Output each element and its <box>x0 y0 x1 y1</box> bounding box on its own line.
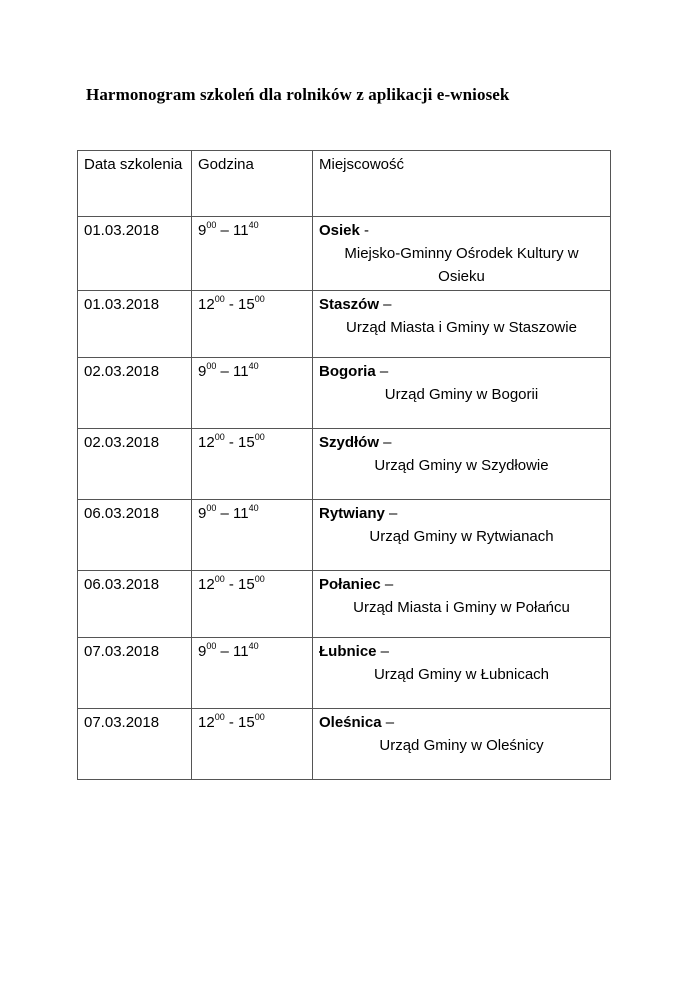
date-cell: 02.03.2018 <box>78 358 192 429</box>
date-cell: 06.03.2018 <box>78 500 192 571</box>
time-cell: $9^{00} - 11^{40}$ <box>192 638 313 709</box>
table-row <box>78 429 611 500</box>
place-cell: Staszów – Urząd Miasta i Gminy w Staszowie <box>313 291 611 358</box>
time-cell: $12^{00} - 15^{00}$ <box>192 571 313 638</box>
document-title: Harmonogram szkoleń dla rolników z aplikacji e-wniosek <box>86 85 510 104</box>
place-cell: Oleśnica – Urząd Gminy w Oleśnicy <box>313 709 611 780</box>
place-name: Oleśnica <box>319 714 382 731</box>
header-place: Miejscowość <box>313 151 611 217</box>
date-cell: 07.03.2018 <box>78 709 192 780</box>
table-row <box>78 291 611 358</box>
place-cell: Połaniec – Urząd Miasta i Gminy w Połańcu <box>313 571 611 638</box>
date-cell: 02.03.2018 <box>78 429 192 500</box>
table-row <box>78 638 611 709</box>
table-row <box>78 571 611 638</box>
date-cell: 01.03.2018 <box>78 291 192 358</box>
place-cell: Rytwiany – Urząd Gminy w Rytwianach <box>313 500 611 571</box>
place-name: Łubnice <box>319 643 377 660</box>
time-cell: $12^{00} - 15^{00}$ <box>192 429 313 500</box>
institution: Miejsko-Gminny Ośrodek Kultury w Osieku <box>344 245 579 285</box>
table-header-row <box>78 151 611 217</box>
institution: Urząd Gminy w Oleśnicy <box>379 737 544 754</box>
institution: Urząd Miasta i Gminy w Połańcu <box>353 599 570 616</box>
date-cell: 06.03.2018 <box>78 571 192 638</box>
place-name: Szydłów <box>319 434 380 451</box>
place-name: Bogoria <box>319 363 376 380</box>
place-cell: Łubnice – Urząd Gminy w Łubnicach <box>313 638 611 709</box>
place-name: Połaniec <box>319 576 381 593</box>
institution: Urząd Gminy w Rytwianach <box>369 528 554 545</box>
place-name: Osiek <box>319 222 360 239</box>
time-cell: $12^{00} - 15^{00}$ <box>192 291 313 358</box>
time-cell: $9^{00} - 11^{40}$ <box>192 217 313 291</box>
table-row <box>78 500 611 571</box>
table-row <box>78 709 611 780</box>
header-time: Godzina <box>192 151 313 217</box>
time-cell: $9^{00} - 11^{40}$ <box>192 500 313 571</box>
institution: Urząd Gminy w Łubnicach <box>373 666 550 683</box>
place-cell: Osiek - Miejsko-Gminny Ośrodek Kultury w Osieku <box>313 217 611 291</box>
time-cell: $12^{00} - 15^{00}$ <box>192 709 313 780</box>
header-date: Data szkolenia <box>78 151 192 217</box>
table-row <box>78 358 611 429</box>
time-cell: $9^{00} - 11^{40}$ <box>192 358 313 429</box>
schedule-table <box>77 150 611 780</box>
place-cell: Bogoria – Urząd Gminy w Bogorii <box>313 358 611 429</box>
place-name: Rytwiany <box>319 505 385 522</box>
place-name: Staszów <box>319 296 380 313</box>
institution: Urząd Gminy w Bogorii <box>384 386 539 403</box>
place-cell: Szydłów – Urząd Gminy w Szydłowie <box>313 429 611 500</box>
date-cell: 01.03.2018 <box>78 217 192 291</box>
institution: Urząd Gminy w Szydłowie <box>374 457 549 474</box>
date-cell: 07.03.2018 <box>78 638 192 709</box>
table-row <box>78 217 611 291</box>
institution: Urząd Miasta i Gminy w Staszowie <box>346 319 577 336</box>
